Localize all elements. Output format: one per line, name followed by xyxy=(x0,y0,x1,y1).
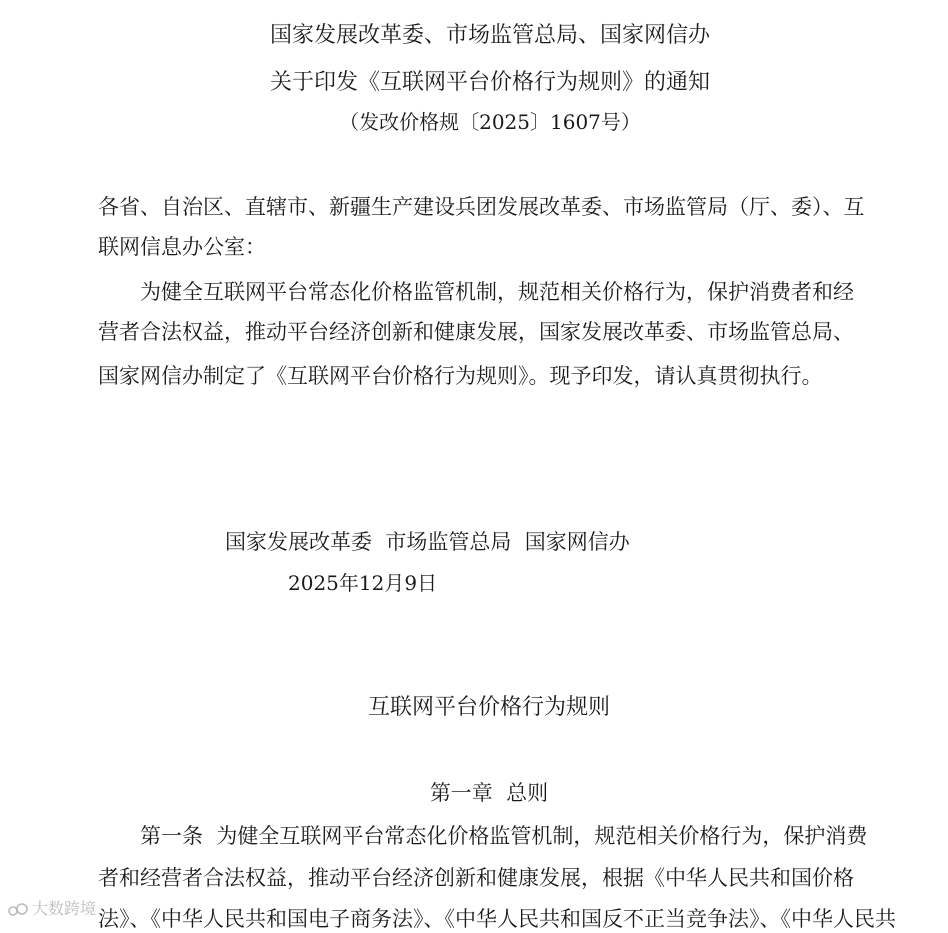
document-number: （发改价格规〔2025〕1607号） xyxy=(339,110,641,134)
article-1-line-3: 法》、《中华人民共和国电子商务法》、《中华人民共和国反不正当竞争法》、《中华人民共 xyxy=(98,907,896,931)
notice-title-line-2: 关于印发《互联网平台价格行为规则》的通知 xyxy=(269,70,710,95)
article-1-line-1: 第一条 为健全互联网平台常态化价格监管机制，规范相关价格行为，保护消费 xyxy=(140,824,868,848)
watermark xyxy=(8,896,96,919)
chapter-heading: 第一章 总则 xyxy=(429,781,549,805)
rules-title: 互联网平台价格行为规则 xyxy=(367,695,610,720)
addressee-line-2: 联网信息办公室： xyxy=(98,235,266,259)
issue-date: 2025年12月9日 xyxy=(288,571,438,595)
notice-body-line-1: 为健全互联网平台常态化价格监管机制，规范相关价格行为，保护消费者和经 xyxy=(140,280,854,304)
notice-title-line-1: 国家发展改革委、市场监管总局、国家网信办 xyxy=(269,23,710,48)
addressee-line-1: 各省、自治区、直辖市、新疆生产建设兵团发展改革委、市场监管局（厅、委）、互 xyxy=(98,195,865,219)
notice-body-line-2: 营者合法权益，推动平台经济创新和健康发展，国家发展改革委、市场监管总局、 xyxy=(98,320,854,344)
watermark-text: 大数跨境 xyxy=(32,899,97,918)
watermark-logo-icon xyxy=(8,902,30,918)
article-1-line-2: 者和经营者合法权益，推动平台经济创新和健康发展，根据《中华人民共和国价格 xyxy=(98,866,854,890)
signatories: 国家发展改革委 市场监管总局 国家网信办 xyxy=(225,530,630,554)
notice-body-line-3: 国家网信办制定了《互联网平台价格行为规则》。现予印发，请认真贯彻执行。 xyxy=(98,364,823,388)
